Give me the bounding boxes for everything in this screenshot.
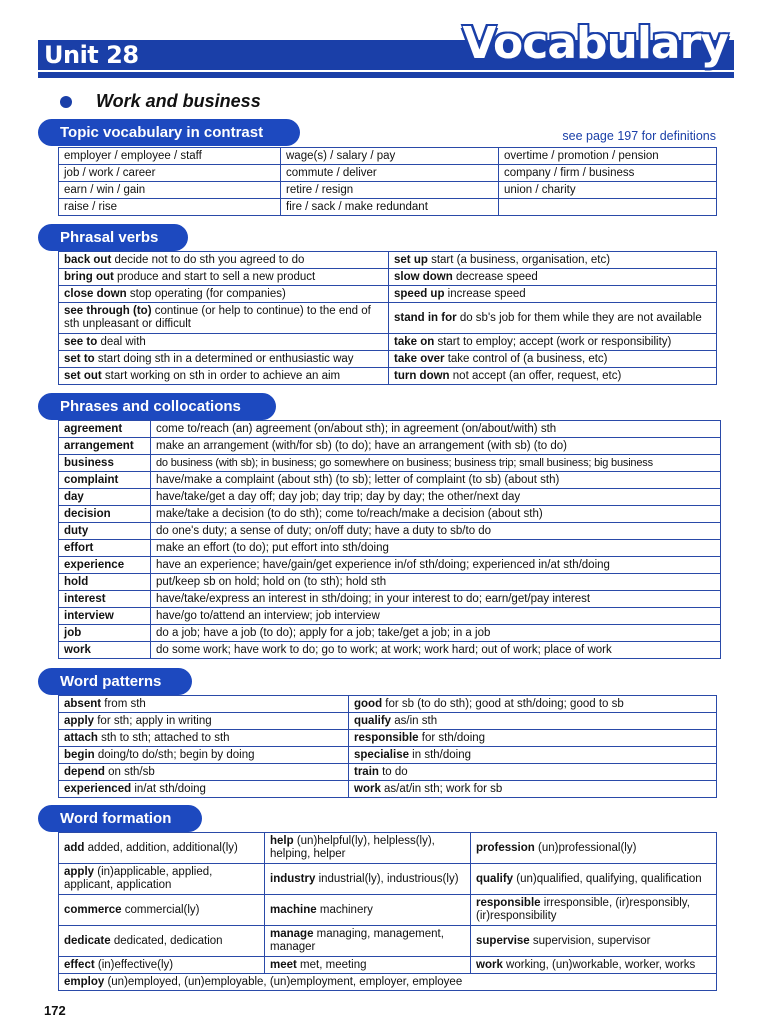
entry-term: set to [64,352,95,365]
topic-vocabulary-table [58,147,717,216]
table-row [59,642,721,659]
entry-definition: start doing sth in a determined or enthusiastic way [94,352,354,365]
entry-definition: for sth/doing [418,731,486,744]
entry-definition: working, (un)workable, worker, works [502,958,696,971]
phrases-collocations-heading: Phrases and collocations [38,393,276,420]
table-cell [59,926,265,957]
entry-collocations: do business (with sb); in business; go somewhere on business; business trip; small business; big business [151,455,721,472]
entry-term: interview [59,608,151,625]
entry-term: set out [64,369,102,382]
entry-definition: in sth/doing [408,748,471,761]
table-cell [59,895,265,926]
table-row [59,489,721,506]
entry-collocations: have/take/express an interest in sth/doing; in your interest to do; earn/get/pay interest [151,591,721,608]
table-cell [59,252,389,269]
table-cell: wage(s) / salary / pay [281,148,499,165]
table-cell [389,252,717,269]
table-row [59,303,717,334]
table-row [59,625,721,642]
entry-term: experience [59,557,151,574]
table-cell [59,781,349,798]
table-row [59,926,717,957]
table-cell [59,833,265,864]
table-cell: employer / employee / staff [59,148,281,165]
entry-collocations: do some work; have work to do; go to work; at work; work hard; out of work; place of work [151,642,721,659]
entry-collocations: make an arrangement (with/for sb) (to do); have an arrangement (with sb) (to do) [151,438,721,455]
table-cell [471,926,717,957]
entry-term: train [354,765,379,778]
table-cell [471,957,717,974]
entry-definition: produce and start to sell a new product [113,270,316,283]
entry-term: begin [64,748,95,761]
entry-collocations: put/keep sb on hold; hold on (to sth); hold sth [151,574,721,591]
entry-term: experienced [64,782,132,795]
entry-term: interest [59,591,151,608]
entry-term: duty [59,523,151,540]
table-cell [265,864,471,895]
table-cell [471,895,717,926]
table-cell [59,864,265,895]
table-cell [59,713,349,730]
entry-definition: (un)helpful(ly), helpless(ly), helping, helper [270,835,435,860]
topic-vocabulary-heading: Topic vocabulary in contrast [38,119,300,146]
table-cell: fire / sack / make redundant [281,199,499,216]
entry-term: back out [64,253,112,266]
entry-definition: met, meeting [296,958,367,971]
entry-definition: to do [378,765,408,778]
table-cell [389,286,717,303]
page-title: Vocabulary [462,18,728,69]
table-cell: retire / resign [281,182,499,199]
entry-term: responsible [354,731,419,744]
entry-term: job [59,625,151,642]
table-cell [59,286,389,303]
table-row [59,334,717,351]
table-row [59,957,717,974]
table-row [59,764,717,781]
table-cell: union / charity [499,182,717,199]
entry-definition: doing/to do/sth; begin by doing [94,748,255,761]
phrases-collocations-table [58,420,721,659]
entry-term: profession [476,841,535,854]
table-row [59,252,717,269]
entry-term: apply [64,866,95,878]
entry-term: specialise [354,748,409,761]
entry-definition: (in)effective(ly) [94,958,174,971]
table-row [59,574,721,591]
entry-definition: for sb (to do sth); good at sth/doing; good to sb [382,697,624,710]
table-row [59,182,717,199]
entry-definition: decrease speed [452,270,538,283]
word-formation-heading: Word formation [38,805,202,832]
entry-term: good [354,697,383,710]
table-cell [265,833,471,864]
table-cell [59,269,389,286]
table-cell [59,334,389,351]
entry-term: work [354,782,381,795]
entry-collocations: have/go to/attend an interview; job interview [151,608,721,625]
entry-definition: dedicated, dedication [110,934,223,947]
entry-term: help [270,835,294,847]
header-rule [38,72,734,78]
entry-definition: on sth/sb [104,765,155,778]
table-row [59,864,717,895]
table-row [59,540,721,557]
table-cell [265,926,471,957]
table-cell [349,747,717,764]
table-row [59,747,717,764]
entry-term: speed up [394,287,445,300]
entry-term: slow down [394,270,453,283]
entry-term: set up [394,253,428,266]
entry-term: business [59,455,151,472]
table-row [59,286,717,303]
table-cell [349,764,717,781]
entry-term: effort [59,540,151,557]
table-row [59,438,721,455]
entry-term: qualify [354,714,392,727]
phrasal-verbs-table [58,251,717,385]
entry-definition: sth to sth; attached to sth [97,731,230,744]
table-cell [265,957,471,974]
word-formation-table [58,832,717,991]
entry-definition: start to employ; accept (work or responsibility) [434,335,672,348]
table-row [59,730,717,747]
entry-term: effect [64,958,95,971]
table-cell: company / firm / business [499,165,717,182]
table-cell: earn / win / gain [59,182,281,199]
unit-label: Unit 28 [44,41,139,69]
entry-definition: decide not to do sth you agreed to do [111,253,305,266]
entry-term: responsible [476,897,541,909]
entry-term: qualify [476,872,514,885]
table-cell [389,334,717,351]
entry-term: commerce [64,903,122,916]
table-cell [59,764,349,781]
entry-definition: continue (or help to continue) to the end of sth unpleasant or difficult [64,305,371,330]
table-row [59,608,721,625]
table-row [59,269,717,286]
table-row [59,523,721,540]
entry-term: attach [64,731,98,744]
entry-definition: added, addition, additional(ly) [84,841,238,854]
entry-definition: do sb's job for them while they are not available [456,311,702,324]
entry-definition: as/at/in sth; work for sb [380,782,503,795]
entry-term: complaint [59,472,151,489]
table-cell: overtime / promotion / pension [499,148,717,165]
table-cell [389,368,717,385]
table-row [59,165,717,182]
entry-definition: in/at sth/doing [131,782,206,795]
table-cell [59,696,349,713]
entry-definition: take control of (a business, etc) [444,352,608,365]
table-cell [349,696,717,713]
entry-term: day [59,489,151,506]
entry-term: see to [64,335,98,348]
bullet-icon [60,96,72,108]
table-cell [265,895,471,926]
entry-definition: machinery [316,903,373,916]
entry-collocations: come to/reach (an) agreement (on/about sth); in agreement (on/about/with) sth [151,421,721,438]
entry-definition: (un)qualified, qualifying, qualification [513,872,702,885]
entry-collocations: make/take a decision (to do sth); come to/reach/make a decision (about sth) [151,506,721,523]
entry-term: absent [64,697,102,710]
page-number: 172 [44,1003,66,1018]
entry-definition: from sth [101,697,146,710]
entry-definition: commercial(ly) [121,903,200,916]
entry-definition: not accept (an offer, request, etc) [449,369,622,382]
entry-definition: managing, management, manager [270,928,444,953]
entry-term: apply [64,714,95,727]
table-cell [349,730,717,747]
table-row [59,351,717,368]
table-row [59,421,721,438]
table-row [59,974,717,991]
table-row [59,696,717,713]
entry-collocations: have/take/get a day off; day job; day trip; day by day; the other/next day [151,489,721,506]
word-patterns-table [58,695,717,798]
entry-term: industry [270,872,316,885]
entry-definition: irresponsible, (ir)responsibly, (ir)responsibility [476,897,690,922]
table-cell [499,199,717,216]
entry-term: manage [270,928,314,940]
table-cell [59,303,389,334]
entry-term: decision [59,506,151,523]
table-cell: job / work / career [59,165,281,182]
table-cell [59,351,389,368]
entry-collocations: make an effort (to do); put effort into sth/doing [151,540,721,557]
entry-term: agreement [59,421,151,438]
entry-definition: (un)employed, (un)employable, (un)employment, employer, employee [104,975,463,988]
table-cell [349,713,717,730]
entry-term: close down [64,287,127,300]
entry-definition: (in)applicable, applied, applicant, application [64,866,213,891]
entry-collocations: have an experience; have/gain/get experience in/of sth/doing; experienced in/at sth/doing [151,557,721,574]
entry-collocations: do a job; have a job (to do); apply for a job; take/get a job; in a job [151,625,721,642]
table-cell [389,269,717,286]
table-row [59,199,717,216]
table-row [59,781,717,798]
section-subtitle: Work and business [96,91,261,111]
table-cell [59,747,349,764]
entry-collocations: have/make a complaint (about sth) (to sb); letter of complaint (to sb) (about sth) [151,472,721,489]
entry-collocations: do one's duty; a sense of duty; on/off duty; have a duty to sb/to do [151,523,721,540]
table-cell [389,351,717,368]
table-cell [59,957,265,974]
table-row [59,713,717,730]
entry-term: arrangement [59,438,151,455]
table-cell [471,833,717,864]
entry-term: add [64,841,85,854]
entry-term: meet [270,958,297,971]
table-cell: raise / rise [59,199,281,216]
word-patterns-heading: Word patterns [38,668,192,695]
phrasal-verbs-heading: Phrasal verbs [38,224,188,251]
entry-definition: stop operating (for companies) [126,287,286,300]
table-row [59,148,717,165]
entry-definition: deal with [97,335,146,348]
entry-definition: increase speed [444,287,526,300]
entry-term: supervise [476,934,530,947]
entry-definition: start (a business, organisation, etc) [427,253,611,266]
entry-definition: for sth; apply in writing [94,714,212,727]
see-page-note: see page 197 for definitions [562,129,716,143]
entry-term: stand in for [394,311,457,324]
table-row [59,833,717,864]
entry-term: hold [59,574,151,591]
table-cell [349,781,717,798]
table-row [59,557,721,574]
table-cell: commute / deliver [281,165,499,182]
entry-definition: industrial(ly), industrious(ly) [315,872,459,885]
table-cell [471,864,717,895]
entry-term: machine [270,903,317,916]
table-row [59,455,721,472]
entry-term: dedicate [64,934,111,947]
table-cell [59,974,717,991]
entry-definition: (un)professional(ly) [534,841,637,854]
entry-term: take over [394,352,445,365]
entry-term: take on [394,335,435,348]
table-cell [59,368,389,385]
table-row [59,895,717,926]
entry-term: depend [64,765,105,778]
entry-term: work [476,958,503,971]
entry-term: employ [64,975,105,988]
table-row [59,591,721,608]
table-cell [389,303,717,334]
entry-definition: start working on sth in order to achieve an aim [101,369,341,382]
entry-term: see through (to) [64,305,152,317]
table-row [59,368,717,385]
table-row [59,472,721,489]
entry-term: bring out [64,270,114,283]
entry-definition: supervision, supervisor [529,934,651,947]
table-cell [59,730,349,747]
entry-term: turn down [394,369,450,382]
table-row [59,506,721,523]
entry-term: work [59,642,151,659]
entry-definition: as/in sth [391,714,438,727]
